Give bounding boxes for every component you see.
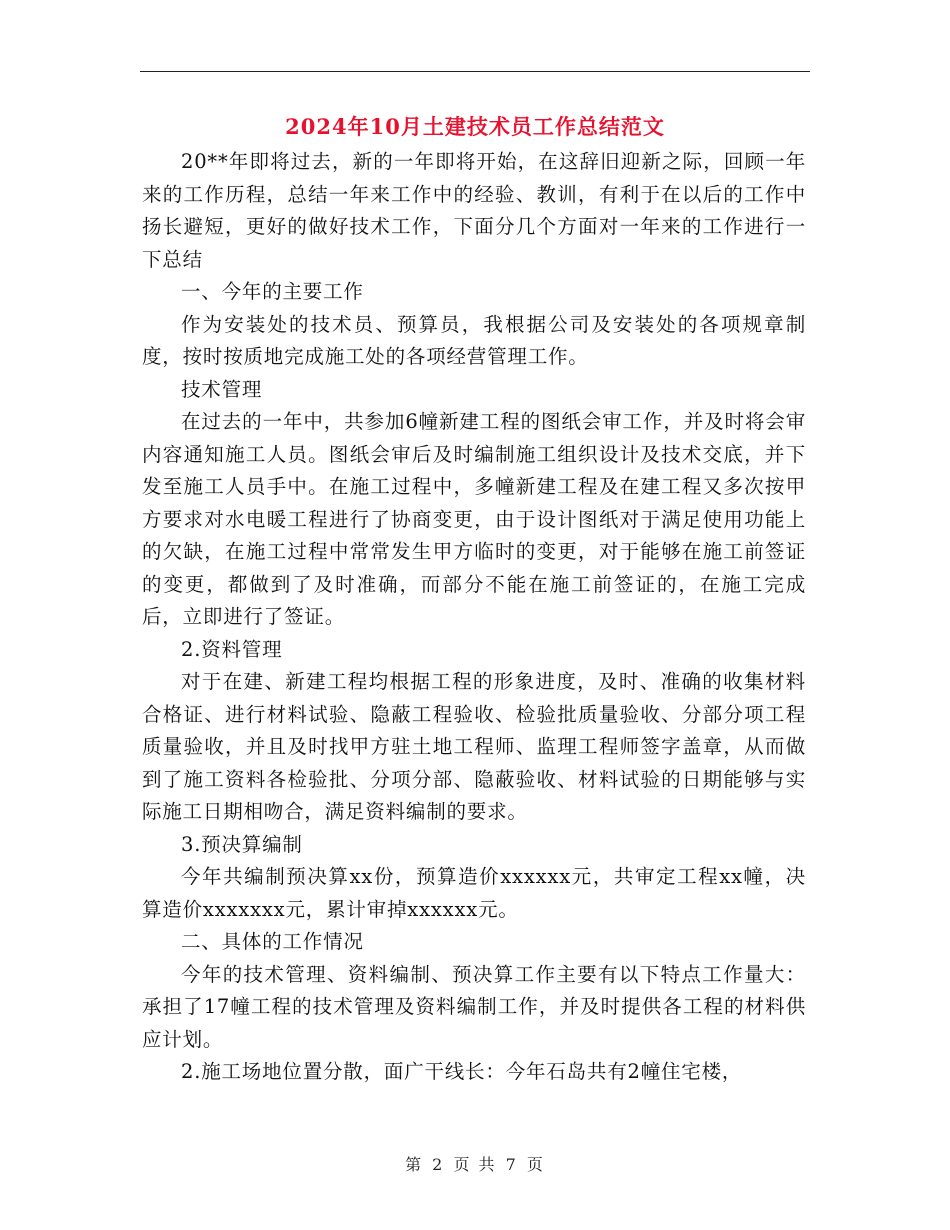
paragraph-workload: 今年的技术管理、资料编制、预决算工作主要有以下特点工作量大：承担了17幢工程的技术管理及资料编制工作，并及时提供各工程的材料供应计划。 (142, 962, 806, 1051)
paragraph-document-management: 对于在建、新建工程均根据工程的形象进度，及时、准确的收集材料合格证、进行材料试验、隐蔽工程验收、检验批质量验收、分部分项工程质量验收，并且及时找甲方驻土地工程师、监理工程师签字盖章，从而做到了施工资料各检验批、分项分部、隐蔽验收、材料试验的日期能够与实际施工日期相吻合，满足资料编制的要求。 (142, 670, 806, 823)
paragraph-role: 作为安装处的技术员、预算员，我根据公司及安装处的各项规章制度，按时按质地完成施工处的各项经营管理工作。 (142, 312, 806, 368)
footer-suffix: 页 (526, 1155, 545, 1174)
paragraph-budget: 今年共编制预决算xx份，预算造价xxxxxx元，共审定工程xx幢，决算造价xxxxxxx元，累计审掉xxxxxx元。 (142, 865, 806, 921)
footer-middle: 页 共 (453, 1155, 497, 1174)
footer-prefix: 第 (405, 1155, 424, 1174)
header-rule (140, 71, 810, 72)
paragraph-tech-management: 在过去的一年中，共参加6幢新建工程的图纸会审工作，并及时将会审内容通知施工人员。图纸会审后及时编制施工组织设计及技术交底，并下发至施工人员手中。在施工过程中，多幢新建工程及在建工程又多次按甲方要求对水电暖工程进行了协商变更，由于设计图纸对于满足使用功能上的欠缺，在施工过程中常常发生甲方临时的变更，对于能够在施工前签证的变更，都做到了及时准确，而部分不能在施工前签证的，在施工完成后，立即进行了签证。 (142, 410, 806, 628)
paragraph-site-location: 2.施工场地位置分散，面广干线长：今年石岛共有2幢住宅楼， (181, 1060, 743, 1083)
page-footer (0, 1152, 950, 1175)
section-heading-details: 二、具体的工作情况 (181, 930, 364, 953)
footer-page-number: 2 (432, 1155, 445, 1174)
document-body (142, 146, 806, 1089)
subheading-tech-management: 技术管理 (181, 377, 263, 401)
subheading-budget: 3.预决算编制 (181, 832, 303, 856)
section-heading-main-work: 一、今年的主要工作 (181, 280, 364, 303)
document-title: 2024年10月土建技术员工作总结范文 (285, 114, 665, 139)
paragraph-intro: 20**年即将过去，新的一年即将开始，在这辞旧迎新之际，回顾一年来的工作历程，总结一年来工作中的经验、教训，有利于在以后的工作中扬长避短，更好的做好技术工作，下面分几个方面对一年来的工作进行一下总结 (142, 150, 806, 271)
footer-total-pages: 7 (505, 1155, 518, 1174)
subheading-document-management: 2.资料管理 (181, 637, 283, 661)
